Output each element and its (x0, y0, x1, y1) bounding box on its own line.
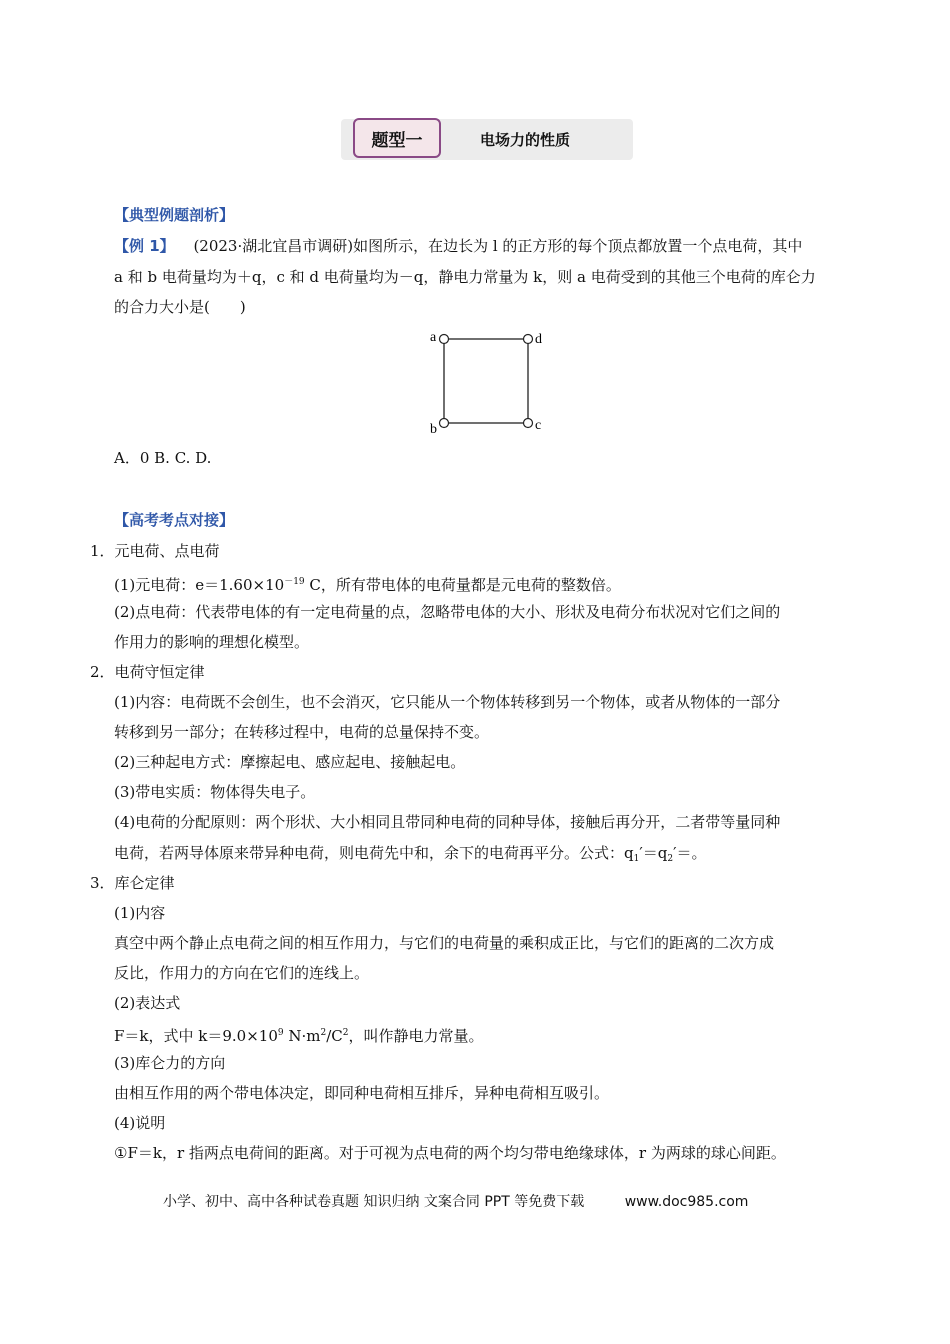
square-charge-diagram (426, 326, 556, 438)
point-1-1: (1)元电荷：$e=1.60\times 10^{-19}$ C，所有带电体的电荷量都是元电荷的整数倍。 (114, 576, 621, 594)
section-heading-examples: 【典型例题剖析】 (114, 206, 235, 224)
page-footer (163, 1191, 748, 1211)
point-1-2b: 作用力的影响的理想化模型。 (114, 633, 310, 651)
label-d: d (535, 332, 542, 347)
point-3-4: (4)说明 (114, 1114, 166, 1132)
charge-b-circle (440, 419, 449, 428)
point-1-2a: (2)点电荷：代表带电体的有一定电荷量的点，忽略带电体的大小、形状及电荷分布状况对它们之间的 (114, 603, 781, 621)
example-line-2: a 和 b 电荷量均为＋q，c 和 d 电荷量均为－q，静电力常量为 k，则 a 电荷受到的其他三个电荷的库仑力 (114, 268, 816, 286)
point-2-1b: 转移到另一部分；在转移过程中，电荷的总量保持不变。 (114, 723, 490, 741)
example-text-1: (2023·湖北宜昌市调研)如图所示，在边长为 l 的正方形的每个顶点都放置一个点电荷，其中 (193, 237, 803, 255)
point-3-4a: ①F＝k，r 指两点电荷间的距离。对于可视为点电荷的两个均匀带电绝缘球体，r 为两球的球心间距。 (114, 1144, 786, 1162)
point-3-title: 3．库仑定律 (90, 874, 175, 892)
section-heading-keypoints: 【高考考点对接】 (114, 511, 235, 529)
point-3-3: (3)库仑力的方向 (114, 1054, 226, 1072)
label-c: c (535, 418, 542, 433)
point-3-1a: 真空中两个静止点电荷之间的相互作用力，与它们的电荷量的乘积成正比，与它们的距离的二次方成 (114, 934, 775, 952)
point-3-1: (1)内容 (114, 904, 166, 922)
charge-c-circle (524, 419, 533, 428)
example-line-1 (114, 236, 802, 256)
point-2-title: 2．电荷守恒定律 (90, 663, 205, 681)
point-3-2a: F＝k，式中 $k=9.0\times 10^9$ $N\cdot m^2/C^2$，叫作静电力常量。 (114, 1027, 484, 1045)
charge-d-circle (524, 335, 533, 344)
point-3-1b: 反比，作用力的方向在它们的连线上。 (114, 964, 370, 982)
point-2-1a: (1)内容：电荷既不会创生，也不会消灭，它只能从一个物体转移到另一个物体，或者从物体的一部分 (114, 693, 781, 711)
example-label: 【例 1】 (114, 237, 175, 255)
label-b: b (430, 422, 437, 437)
point-2-3: (3)带电实质：物体得失电子。 (114, 783, 316, 801)
banner-tag: 题型一 (353, 118, 441, 158)
point-3-2: (2)表达式 (114, 994, 181, 1012)
banner-title: 电场力的性质 (480, 131, 571, 149)
example-options: A．0 B. C. D. (114, 449, 212, 467)
footer-text: 小学、初中、高中各种试卷真题 知识归纳 文案合同 PPT 等免费下载 (163, 1194, 585, 1210)
square-outline (444, 339, 528, 423)
section-banner (341, 119, 633, 160)
point-2-2: (2)三种起电方式：摩擦起电、感应起电、接触起电。 (114, 753, 466, 771)
charge-a-circle (440, 335, 449, 344)
label-a: a (430, 330, 437, 345)
footer-url[interactable]: www.doc985.com (624, 1194, 749, 1210)
point-2-4b: 电荷，若两导体原来带异种电荷，则电荷先中和，余下的电荷再平分。公式：$q_1'=q_2'=$。 (114, 844, 707, 864)
example-line-3: 的合力大小是( ) (114, 298, 246, 316)
point-3-3a: 由相互作用的两个带电体决定，即同种电荷相互排斥，异种电荷相互吸引。 (114, 1084, 610, 1102)
point-2-4a: (4)电荷的分配原则：两个形状、大小相同且带同种电荷的同种导体，接触后再分开，二者带等量同种 (114, 813, 781, 831)
point-1-title: 1．元电荷、点电荷 (90, 542, 220, 560)
